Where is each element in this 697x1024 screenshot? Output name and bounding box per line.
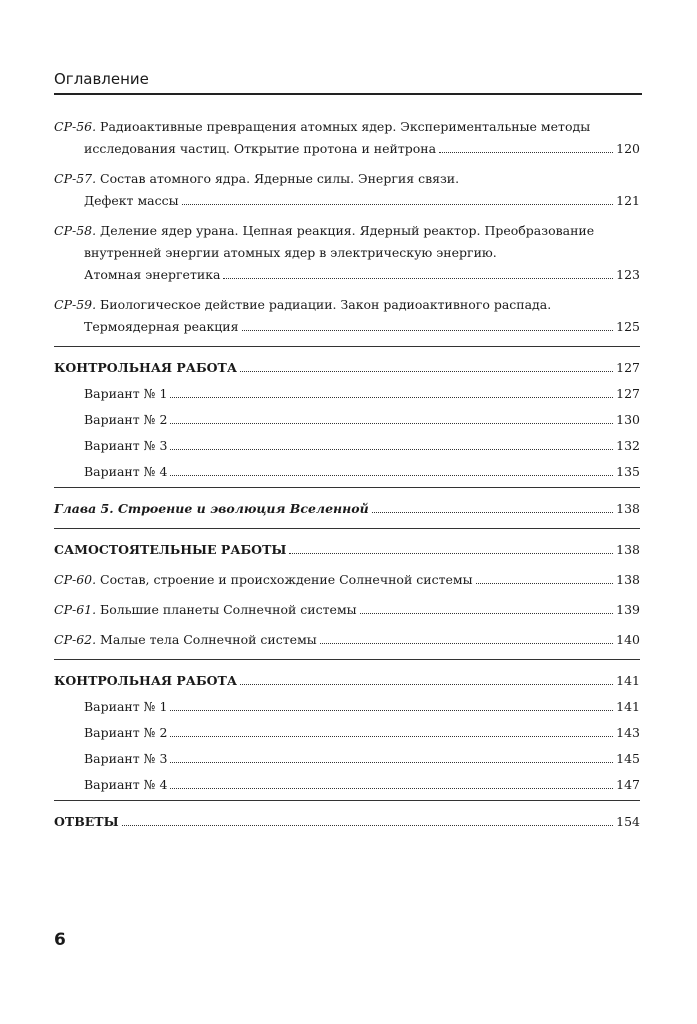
toc-variant[interactable] [54,748,640,770]
page-ref: 130 [616,412,640,427]
entry-code: СР-62. [54,632,97,647]
section-divider [54,800,640,801]
header-rule [54,93,642,95]
page-ref: 154 [616,814,640,829]
page-ref: 138 [616,542,640,557]
dot-leader [122,825,614,826]
page-ref: 125 [616,319,640,334]
entry-text: Биологическое действие радиации. Закон радиоактивного распада. [96,297,552,312]
page-ref: 141 [616,673,640,688]
entry-code: СР-59. [54,297,97,312]
toc-variant[interactable] [54,722,640,744]
dot-leader [320,643,613,644]
page-ref: 121 [616,193,640,208]
toc-entry-cp58[interactable] [54,220,640,286]
toc-variant[interactable] [54,409,640,431]
dot-leader [170,762,613,763]
variant-label: Вариант № 4 [84,464,168,479]
toc-variant[interactable] [54,461,640,483]
entry-text: Термоядерная реакция [84,319,239,334]
dot-leader [170,423,613,424]
toc-variant[interactable] [54,696,640,718]
page-ref: 141 [616,699,640,714]
page-ref: 132 [616,438,640,453]
dot-leader [360,613,614,614]
dot-leader [170,710,613,711]
page-ref: 127 [616,360,640,375]
dot-leader [439,152,613,153]
toc-entry-test1[interactable] [54,357,640,379]
variant-label: Вариант № 2 [84,725,168,740]
entry-text: Большие планеты Солнечной системы [96,602,357,617]
entry-text: Атомная энергетика [84,267,221,282]
entry-text: Состав атомного ядра. Ядерные силы. Энергия связи. [96,171,460,186]
page-ref: 145 [616,751,640,766]
entry-text: Деление ядер урана. Цепная реакция. Ядерный реактор. Преобразование [96,223,595,238]
section-divider [54,528,640,529]
toc-entry-cp56[interactable] [54,116,640,160]
dot-leader [170,397,613,398]
entry-text: Малые тела Солнечной системы [96,632,317,647]
dot-leader [240,684,613,685]
entry-code: СР-60. [54,572,97,587]
section-divider [54,487,640,488]
dot-leader [170,736,613,737]
page-ref: 139 [616,602,640,617]
entry-title: САМОСТОЯТЕЛЬНЫЕ РАБОТЫ [54,542,287,557]
variant-label: Вариант № 1 [84,699,168,714]
dot-leader [170,449,613,450]
entry-code: СР-56. [54,119,97,134]
toc-entry-cp57[interactable] [54,168,640,212]
dot-leader [242,330,614,331]
entry-text: исследования частиц. Открытие протона и нейтрона [84,141,437,156]
dot-leader [476,583,614,584]
toc-variant[interactable] [54,774,640,796]
entry-text: внутренней энергии атомных ядер в электрическую энергию. [84,245,497,260]
toc-entry-cp62[interactable] [54,629,640,651]
toc-variant[interactable] [54,383,640,405]
dot-leader [182,204,614,205]
toc-entry-test2[interactable] [54,670,640,692]
toc-entry-selfwork[interactable] [54,539,640,561]
entry-text: Радиоактивные превращения атомных ядер. Экспериментальные методы [96,119,591,134]
dot-leader [170,475,613,476]
dot-leader [223,278,613,279]
dot-leader [289,553,613,554]
entry-text: Состав, строение и происхождение Солнечной системы [96,572,473,587]
toc-entry-cp60[interactable] [54,569,640,591]
entry-code: СР-57. [54,171,97,186]
variant-label: Вариант № 3 [84,438,168,453]
entry-title: ОТВЕТЫ [54,814,119,829]
variant-label: Вариант № 4 [84,777,168,792]
toc-entry-cp61[interactable] [54,599,640,621]
chapter-title: Глава 5. Строение и эволюция Вселенной [54,501,369,516]
page-ref: 127 [616,386,640,401]
entry-text: Дефект массы [84,193,179,208]
variant-label: Вариант № 3 [84,751,168,766]
page-ref: 138 [616,501,640,516]
entry-title: КОНТРОЛЬНАЯ РАБОТА [54,360,238,375]
page-ref: 147 [616,777,640,792]
page-ref: 135 [616,464,640,479]
variant-label: Вариант № 2 [84,412,168,427]
section-divider [54,659,640,660]
page-title: Оглавление [54,70,149,88]
dot-leader [240,371,613,372]
toc-entry-cp59[interactable] [54,294,640,338]
entry-code: СР-58. [54,223,97,238]
toc-variant[interactable] [54,435,640,457]
page-ref: 138 [616,572,640,587]
page-ref: 123 [616,267,640,282]
entry-code: СР-61. [54,602,97,617]
page-ref: 140 [616,632,640,647]
section-divider [54,346,640,347]
page-ref: 143 [616,725,640,740]
entry-title: КОНТРОЛЬНАЯ РАБОТА [54,673,238,688]
page-ref: 120 [616,141,640,156]
dot-leader [170,788,613,789]
dot-leader [372,512,613,513]
toc-entry-chapter5[interactable] [54,498,640,520]
variant-label: Вариант № 1 [84,386,168,401]
toc-entry-answers[interactable] [54,811,640,833]
table-of-contents [54,116,640,841]
page-number: 6 [54,930,66,950]
